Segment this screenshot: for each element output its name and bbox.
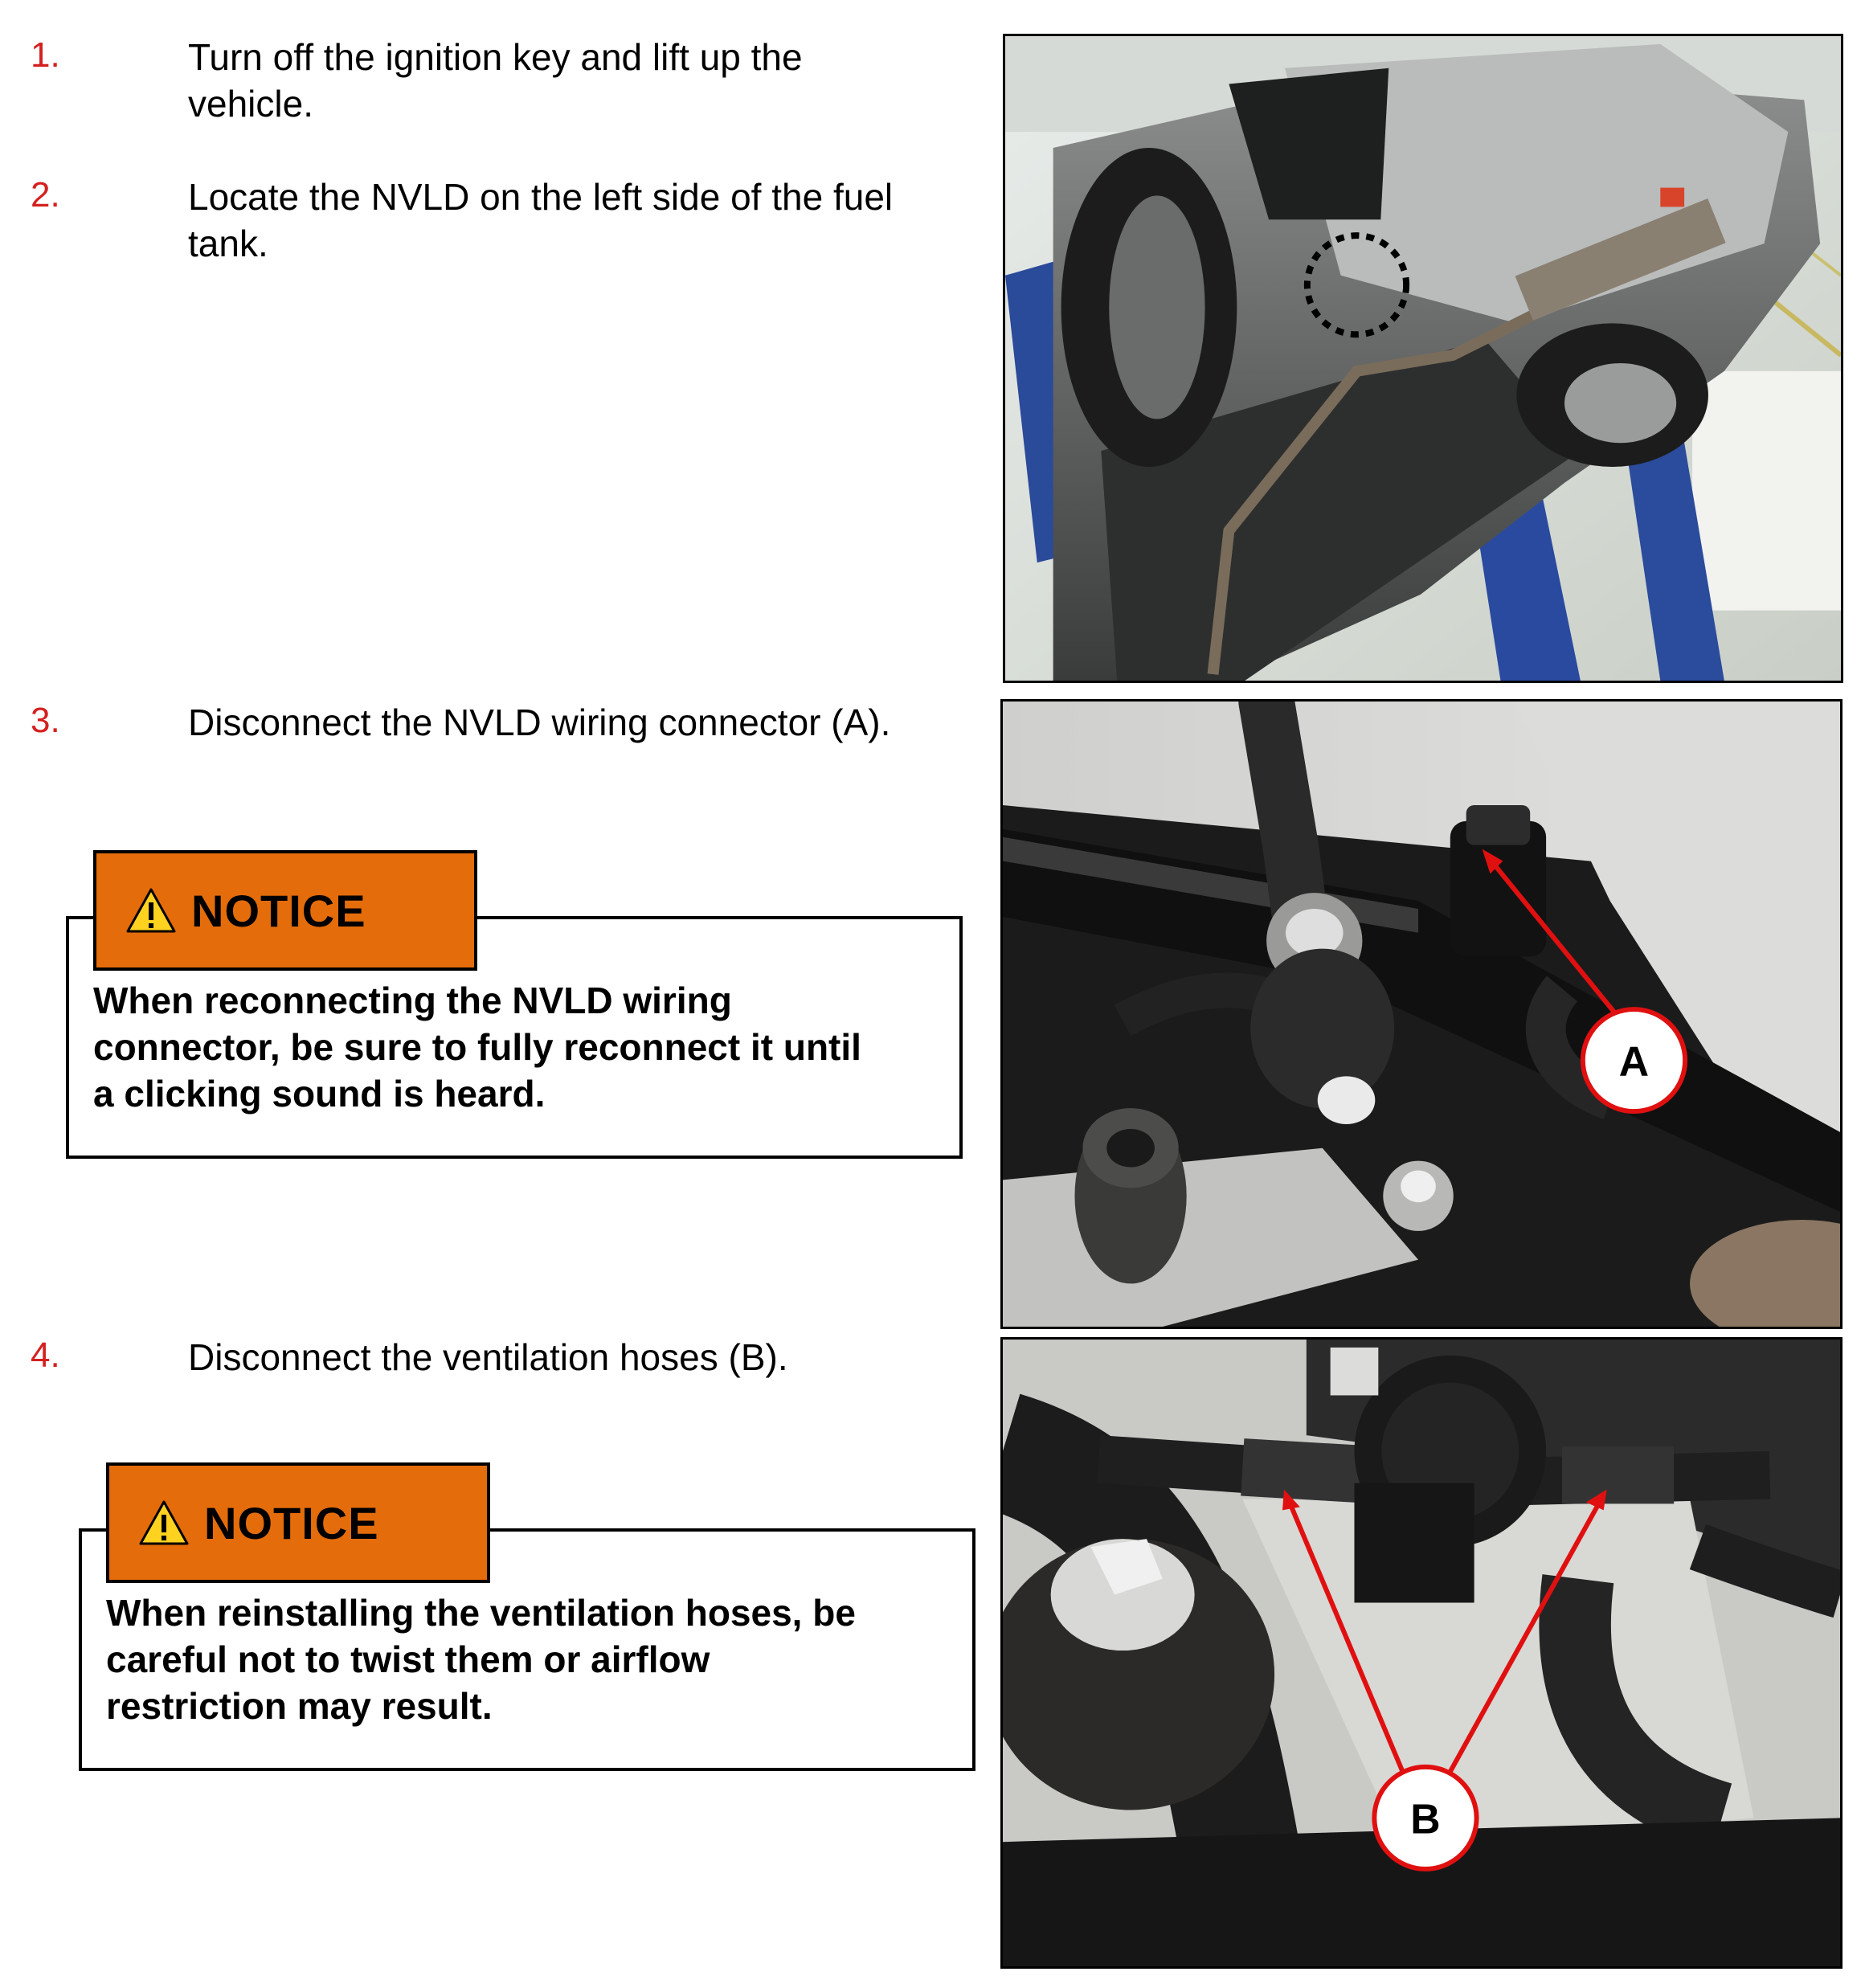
notice-2-text xyxy=(106,1589,966,1729)
notice-1-text xyxy=(93,977,953,1117)
ventilation-hoses-photo xyxy=(1000,1337,1843,1969)
step-3-number: 3. xyxy=(31,701,60,740)
step-1-number: 1. xyxy=(31,35,60,75)
notice-2-line-2: careful not to twist them or airflow xyxy=(106,1638,710,1680)
step-2-text xyxy=(188,174,975,267)
step-3-text xyxy=(188,699,975,746)
step-1-line-1: Turn off the ignition key and lift up the xyxy=(188,36,803,78)
callout-a-label: A xyxy=(1618,1037,1650,1085)
step-1-text xyxy=(188,34,975,127)
vehicle-lift-photo xyxy=(1003,34,1843,683)
callout-b-label: B xyxy=(1410,1795,1441,1843)
notice-1-line-3: a clicking sound is heard. xyxy=(93,1073,546,1115)
notice-1-line-1: When reconnecting the NVLD wiring xyxy=(93,980,732,1021)
notice-2-line-1: When reinstalling the ventilation hoses, be xyxy=(106,1592,856,1634)
notice-1-tab xyxy=(93,850,477,971)
warning-icon xyxy=(138,1499,190,1547)
step-3-line-1: Disconnect the NVLD wiring connector (A). xyxy=(188,702,891,743)
step-4-text xyxy=(188,1334,975,1381)
warning-icon xyxy=(125,886,177,935)
step-4-number: 4. xyxy=(31,1336,60,1375)
notice-2-tab xyxy=(106,1462,490,1583)
step-1-line-2: vehicle. xyxy=(188,83,313,125)
notice-2-line-3: restriction may result. xyxy=(106,1685,493,1727)
step-2-line-1: Locate the NVLD on the left side of the fuel xyxy=(188,176,894,218)
step-4-line-1: Disconnect the ventilation hoses (B). xyxy=(188,1336,788,1378)
notice-1-label: NOTICE xyxy=(191,885,366,936)
nvld-connector-photo xyxy=(1000,699,1843,1329)
notice-1-line-2: connector, be sure to fully reconnect it until xyxy=(93,1026,861,1068)
step-2-line-2: tank. xyxy=(188,223,268,264)
notice-2-label: NOTICE xyxy=(204,1497,379,1548)
step-2-number: 2. xyxy=(31,175,60,215)
